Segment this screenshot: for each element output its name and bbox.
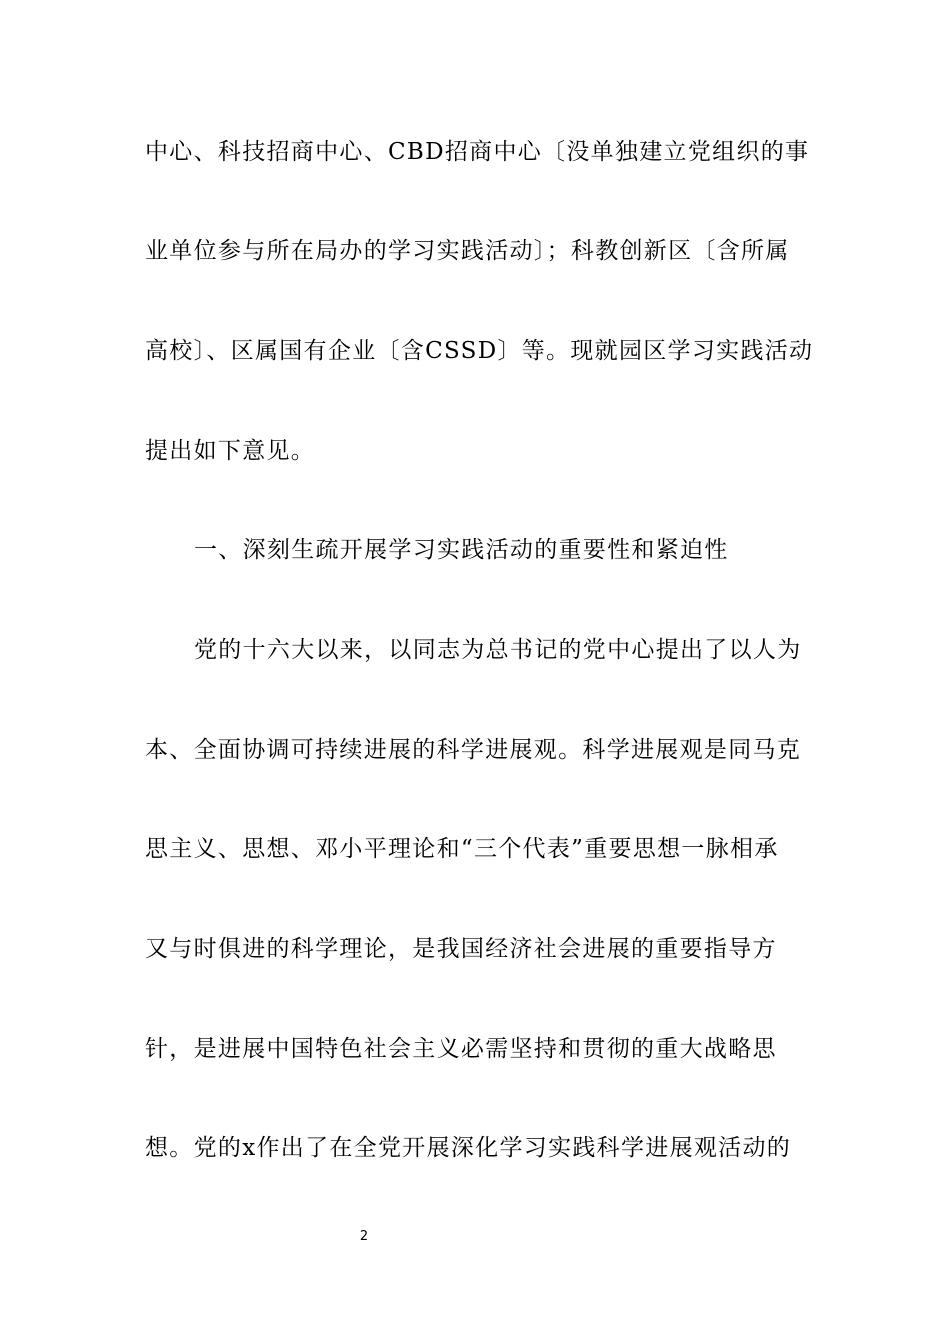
body-text-line: 提出如下意见。 xyxy=(145,438,316,464)
body-text-line: 本、全面协调可持续进展的科学进展观。科学进展观是同马克 xyxy=(145,737,802,763)
body-text-line: 业单位参与所在局办的学习实践活动〕；科教创新区〔含所属 xyxy=(145,238,790,264)
page-number: 2 xyxy=(359,1229,369,1244)
body-text-line: 中心、科技招商中心、CBD招商中心〔没单独建立党组织的事 xyxy=(145,139,810,165)
section-heading: 一、深刻生疏开展学习实践活动的重要性和紧迫性 xyxy=(194,537,729,563)
body-text-line: 高校〕、区属国有企业〔含CSSD〕等。现就园区学习实践活动 xyxy=(145,338,814,364)
body-text-line: 又与时俱进的科学理论，是我国经济社会进展的重要指导方 xyxy=(145,936,777,962)
body-text-line: 党的十六大以来，以同志为总书记的党中心提出了以人为 xyxy=(194,637,802,663)
body-text-line: 思主义、思想、邓小平理论和“三个代表”重要思想一脉相承 xyxy=(145,836,779,862)
body-text-line: 针，是进展中国特色社会主义必需坚持和贯彻的重大战略思 xyxy=(145,1036,777,1062)
body-text-line: 想。党的x作出了在全党开展深化学习实践科学进展观活动的 xyxy=(145,1135,792,1161)
